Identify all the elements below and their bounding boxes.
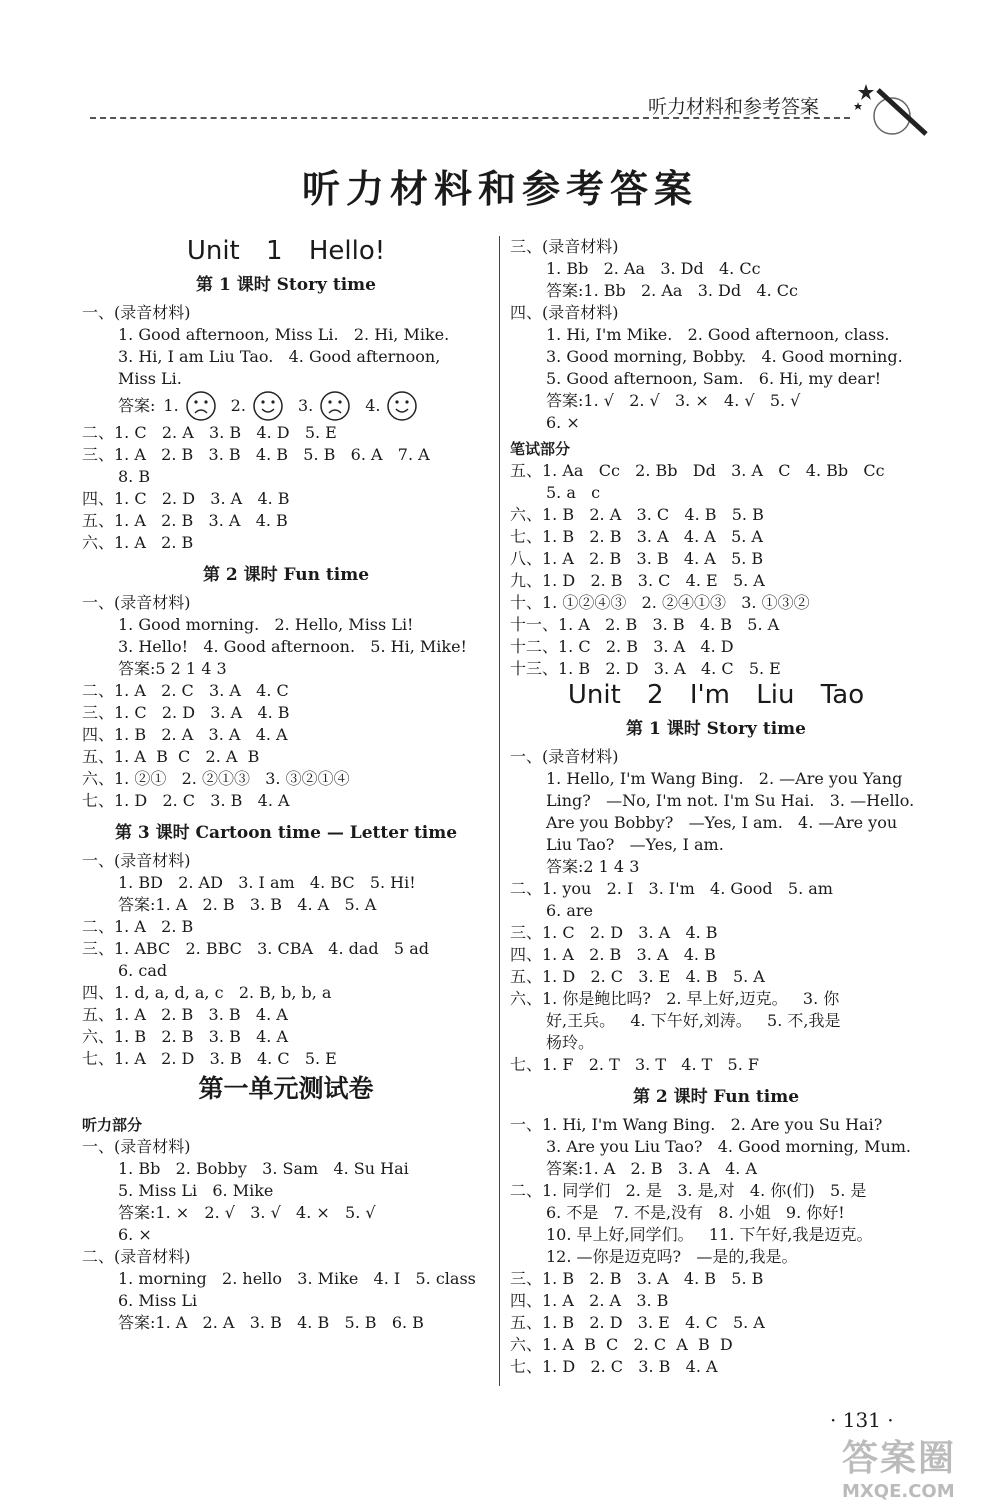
answer-line: 二、1. you 2. I 3. I'm 4. Good 5. am (510, 879, 833, 898)
answer-line: 答案:1. A 2. A 3. B 4. B 5. B 6. B (118, 1313, 424, 1332)
answer-line: 1. Good morning. 2. Hello, Miss Li! (118, 615, 414, 634)
answer-line: 1. Bb 2. Aa 3. Dd 4. Cc (546, 259, 761, 278)
answer-line: 六、1. B 2. A 3. C 4. B 5. B (510, 505, 764, 524)
answer-line: 六、1. A B C 2. C A B D (510, 1335, 733, 1354)
left-column (82, 236, 490, 1334)
answer-line: 七、1. B 2. B 3. A 4. A 5. A (510, 527, 763, 546)
answer-line: 答案:5 2 1 4 3 (118, 659, 227, 678)
face-answer-row (82, 390, 490, 422)
face-label: 2. (230, 396, 246, 415)
answer-line: 答案:1. √ 2. √ 3. × 4. √ 5. √ (546, 391, 801, 410)
answer-line: 5. a c (546, 483, 601, 502)
answer-line: 二、1. C 2. A 3. B 4. D 5. E (82, 423, 337, 442)
right-column (510, 236, 922, 1378)
sad-face-icon (319, 390, 351, 422)
answer-line: 七、1. A 2. D 3. B 4. C 5. E (82, 1049, 337, 1068)
answer-line: 六、1. ②① 2. ②①③ 3. ③②①④ (82, 769, 350, 788)
watermark-logo (842, 1430, 992, 1510)
answer-line: 3. Hi, I am Liu Tao. 4. Good afternoon, (118, 347, 441, 366)
magic-wand-star-icon (852, 80, 932, 140)
answer-line: 杨玲。 (546, 1033, 595, 1052)
happy-face-icon (386, 390, 418, 422)
answer-line: 三、1. C 2. D 3. A 4. B (82, 703, 290, 722)
answer-line: 五、1. A B C 2. A B (82, 747, 260, 766)
answer-line: Miss Li. (118, 369, 182, 388)
answer-line: 六、1. A 2. B (82, 533, 194, 552)
page-number: · 131 · (830, 1408, 894, 1432)
listening-section-label: 听力部分 (82, 1116, 143, 1134)
answer-line: 10. 早上好,同学们。 11. 下午好,我是迈克。 (546, 1225, 873, 1244)
face-label: 1. (163, 396, 179, 415)
answer-line: 三、1. ABC 2. BBC 3. CBA 4. dad 5 ad (82, 939, 429, 958)
answer-line: 五、1. D 2. C 3. E 4. B 5. A (510, 967, 765, 986)
happy-face-icon (252, 390, 284, 422)
lesson-3-title: 第 3 课时 Cartoon time — Letter time (114, 823, 458, 843)
answer-line: 一、(录音材料) (82, 851, 191, 870)
answer-line: 四、1. A 2. A 3. B (510, 1291, 669, 1310)
column-divider (499, 236, 500, 1386)
written-section-label: 笔试部分 (510, 440, 571, 458)
answer-line: 12. —你是迈克吗? —是的,我是。 (546, 1247, 798, 1266)
answer-line: 一、(录音材料) (82, 303, 191, 322)
answer-line: 四、1. C 2. D 3. A 4. B (82, 489, 290, 508)
answer-line: Are you Bobby? —Yes, I am. 4. —Are you (546, 813, 898, 832)
header-title: 听力材料和参考答案 (648, 96, 820, 118)
answer-line: 答案:1. A 2. B 3. B 4. A 5. A (118, 895, 377, 914)
answer-line: 6. are (546, 901, 594, 920)
answer-line: 五、1. B 2. D 3. E 4. C 5. A (510, 1313, 765, 1332)
answer-line: 答案:1. Bb 2. Aa 3. Dd 4. Cc (546, 281, 798, 300)
unit-test-title: 第一单元测试卷 (198, 1074, 374, 1103)
u2-lesson-2-title: 第 2 课时 Fun time (632, 1087, 800, 1107)
answer-line: 1. Hi, I'm Mike. 2. Good afternoon, class. (546, 325, 890, 344)
answer-line: 6. cad (118, 961, 168, 980)
answer-line: 十、1. ①②④③ 2. ②④①③ 3. ①③② (510, 593, 810, 612)
answer-line: 八、1. A 2. B 3. B 4. A 5. B (510, 549, 764, 568)
answer-line: 五、1. Aa Cc 2. Bb Dd 3. A C 4. Bb Cc (510, 461, 885, 480)
answer-line: 6. 不是 7. 不是,没有 8. 小姐 9. 你好! (546, 1203, 845, 1222)
answer-line: 二、1. A 2. C 3. A 4. C (82, 681, 289, 700)
answer-line: 5. Miss Li 6. Mike (118, 1181, 274, 1200)
answer-line: 8. B (118, 467, 151, 486)
page-title: 听力材料和参考答案 (301, 167, 698, 211)
answer-line: 五、1. A 2. B 3. B 4. A (82, 1005, 288, 1024)
answer-line: 1. Good afternoon, Miss Li. 2. Hi, Mike. (118, 325, 450, 344)
answer-line: 一、(录音材料) (82, 1137, 191, 1156)
answer-line: 七、1. D 2. C 3. B 4. A (82, 791, 290, 810)
answer-line: 6. Miss Li (118, 1291, 198, 1310)
answer-line: 3. Hello! 4. Good afternoon. 5. Hi, Mike! (118, 637, 467, 656)
answer-line: 二、1. A 2. B (82, 917, 194, 936)
answer-line: Liu Tao? —Yes, I am. (546, 835, 724, 854)
lesson-1-title: 第 1 课时 Story time (196, 275, 376, 295)
answer-line: 好,王兵。 4. 下午好,刘涛。 5. 不,我是 (546, 1011, 841, 1030)
answer-line: 二、(录音材料) (82, 1247, 191, 1266)
answer-line: 1. BD 2. AD 3. I am 4. BC 5. Hi! (118, 873, 416, 892)
answer-line: 十一、1. A 2. B 3. B 4. B 5. A (510, 615, 780, 634)
lesson-2-title: 第 2 课时 Fun time (202, 565, 370, 585)
answer-line: 三、1. C 2. D 3. A 4. B (510, 923, 718, 942)
answer-line: 七、1. D 2. C 3. B 4. A (510, 1357, 718, 1376)
answer-line: 十二、1. C 2. B 3. A 4. D (510, 637, 734, 656)
answer-line: 6. × (546, 413, 580, 432)
answer-line: 3. Are you Liu Tao? 4. Good morning, Mum. (546, 1137, 912, 1156)
answer-line: 六、1. 你是鲍比吗? 2. 早上好,迈克。 3. 你 (510, 989, 840, 1008)
answer-line: 5. Good afternoon, Sam. 6. Hi, my dear! (546, 369, 882, 388)
answer-line: 三、1. B 2. B 3. A 4. B 5. B (510, 1269, 764, 1288)
unit-2-title: Unit 2 I'm Liu Tao (567, 680, 865, 710)
answer-line: Ling? —No, I'm not. I'm Su Hai. 3. —Hello. (546, 791, 915, 810)
answer-line: 四、(录音材料) (510, 303, 619, 322)
answer-line: 五、1. A 2. B 3. A 4. B (82, 511, 288, 530)
answer-line: 一、1. Hi, I'm Wang Bing. 2. Are you Su Hai? (510, 1115, 883, 1134)
answer-line: 3. Good morning, Bobby. 4. Good morning. (546, 347, 903, 366)
header-dashed-rule (90, 117, 850, 119)
face-label: 3. (297, 396, 314, 415)
answer-line: 6. × (118, 1225, 152, 1244)
answer-line: 四、1. B 2. A 3. A 4. A (82, 725, 288, 744)
answer-line: 二、1. 同学们 2. 是 3. 是,对 4. 你(们) 5. 是 (510, 1181, 867, 1200)
answer-line: 答案:1. × 2. √ 3. √ 4. × 5. √ (118, 1203, 376, 1222)
answer-line: 1. Hello, I'm Wang Bing. 2. —Are you Yang (546, 769, 903, 788)
u2-lesson-1-title: 第 1 课时 Story time (626, 719, 806, 739)
face-label: 4. (365, 396, 381, 415)
answer-line: 十三、1. B 2. D 3. A 4. C 5. E (510, 659, 781, 678)
answer-label: 答案: (118, 396, 156, 415)
answer-line: 一、(录音材料) (82, 593, 191, 612)
answer-line: 三、(录音材料) (510, 237, 619, 256)
answer-line: 答案:1. A 2. B 3. A 4. A (546, 1159, 757, 1178)
answer-line: 四、1. d, a, d, a, c 2. B, b, b, a (82, 983, 332, 1002)
watermark-url: MXQE.COM (842, 1481, 955, 1502)
answer-line: 七、1. F 2. T 3. T 4. T 5. F (510, 1055, 760, 1074)
answer-line: 答案:2 1 4 3 (546, 857, 640, 876)
sad-face-icon (185, 390, 217, 422)
unit-1-title: Unit 1 Hello! (186, 236, 386, 266)
answer-line: 三、1. A 2. B 3. B 4. B 5. B 6. A 7. A (82, 445, 430, 464)
answer-line: 六、1. B 2. B 3. B 4. A (82, 1027, 289, 1046)
answer-line: 一、(录音材料) (510, 747, 619, 766)
answer-line: 1. morning 2. hello 3. Mike 4. I 5. class (118, 1269, 476, 1288)
answer-line: 四、1. A 2. B 3. A 4. B (510, 945, 716, 964)
answer-line: 九、1. D 2. B 3. C 4. E 5. A (510, 571, 765, 590)
answer-line: 1. Bb 2. Bobby 3. Sam 4. Su Hai (118, 1159, 409, 1178)
watermark-text: 答案圈 (842, 1438, 957, 1479)
